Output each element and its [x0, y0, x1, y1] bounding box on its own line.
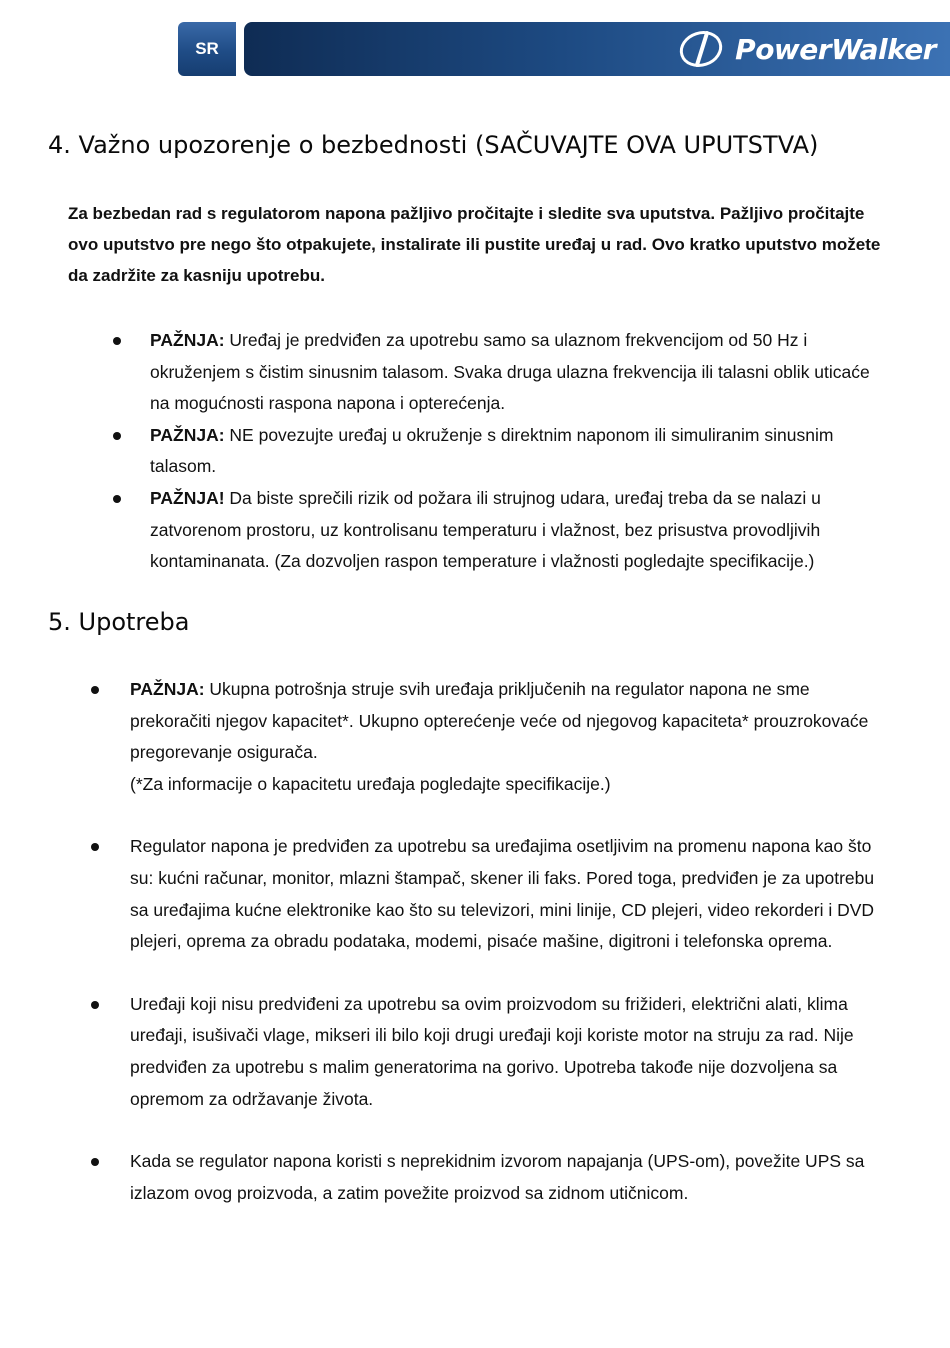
capacity-note: (*Za informacije o kapacitetu uređaja pogledajte specifikacije.): [130, 773, 611, 794]
warning-text: NE povezujte uređaj u okruženje s direktnim naponom ili simuliranim sinusnim talasom.: [150, 424, 834, 477]
language-tab: SR: [178, 22, 236, 76]
safety-warnings-list: [150, 325, 890, 578]
list-item: [150, 483, 890, 578]
bullet-icon: [91, 686, 99, 694]
warning-label: PAŽNJA:: [150, 330, 225, 350]
bullet-icon: [113, 337, 121, 345]
list-item: [130, 831, 890, 957]
section-4-title: 4. Važno upozorenje o bezbednosti (SAČUVAJTE OVA UPUTSTVA): [48, 131, 819, 159]
warning-text: Uređaj je predviđen za upotrebu samo sa ulaznom frekvencijom od 50 Hz i okruženjem s čistim sinusnim talasom. Svaka druga ulazna frekvencija ili talasni oblik uticaće na mogućnosti raspona napona i opterećenja.: [150, 330, 870, 414]
usage-text: Uređaji koji nisu predviđeni za upotrebu sa ovim proizvodom su frižideri, električni alati, klima uređaji, isušivači vlage, mikseri ili bilo koji drugi uređaji koji koriste motor na struju za rad. Nije predviđen za upotrebu s malim generatorima na gorivo. Upotreba takođe nije dozvoljena sa opremom za održavanje života.: [130, 993, 854, 1109]
list-item: [130, 674, 890, 800]
warning-label: PAŽNJA:: [130, 679, 205, 699]
bullet-icon: [91, 1001, 99, 1009]
bullet-icon: [91, 1158, 99, 1166]
brand-bar: [244, 22, 950, 76]
page-header: [0, 0, 950, 80]
brand-logo: [677, 29, 936, 69]
power-swoosh-icon: [677, 29, 729, 69]
list-item: [130, 1146, 890, 1209]
warning-text: Da biste sprečili rizik od požara ili strujnog udara, uređaj treba da se nalazi u zatvorenom prostoru, uz kontrolisanu temperaturu i vlažnost, bez prisustva provodljivih kontaminanata. (Za dozvoljen raspon temperature i vlažnosti pogledajte specifikacije.): [150, 487, 821, 572]
section-5-title: 5. Upotreba: [48, 608, 190, 636]
list-item: [150, 325, 890, 420]
usage-list: [130, 674, 890, 1209]
bullet-icon: [113, 495, 121, 503]
usage-text: Kada se regulator napona koristi s neprekidnim izvorom napajanja (UPS-om), povežite UPS sa izlazom ovog proizvoda, a zatim povežite proizvod sa zidnom utičnicom.: [130, 1151, 865, 1203]
warning-label: PAŽNJA:: [150, 424, 225, 445]
usage-text: Regulator napona je predviđen za upotrebu sa uređajima osetljivim na promenu napona kao što su: kućni računar, monitor, mlazni štampač, skener ili faks. Pored toga, predviđen je za upotrebu sa uređajima kućne elektronike kao što su televizori, mini linije, CD plejeri, video rekorderi i DVD plejeri, oprema za obradu podataka, modemi, pisaće mašine, digitroni i telefonska oprema.: [130, 836, 875, 952]
usage-text: Ukupna potrošnja struje svih uređaja priključenih na regulator napona ne sme prekoračiti njegov kapacitet*. Ukupno opterećenje veće od njegovog kapaciteta* prouzrokovaće pregorevanje osigurača.: [130, 679, 869, 763]
safety-intro: Za bezbedan rad s regulatorom napona pažljivo pročitajte i sledite sva uputstva. Pažljivo pročitajte ovo uputstvo pre nego što otpakujete, instalirate ili pustite uređaj u rad. Ovo kratko uputstvo možete da zadržite za kasniju upotrebu.: [68, 204, 881, 285]
warning-label: PAŽNJA!: [150, 487, 225, 508]
list-item: [130, 989, 890, 1115]
bullet-icon: [113, 432, 121, 440]
bullet-icon: [91, 843, 99, 851]
brand-name: PowerWalker: [735, 32, 936, 66]
list-item: [150, 420, 890, 483]
